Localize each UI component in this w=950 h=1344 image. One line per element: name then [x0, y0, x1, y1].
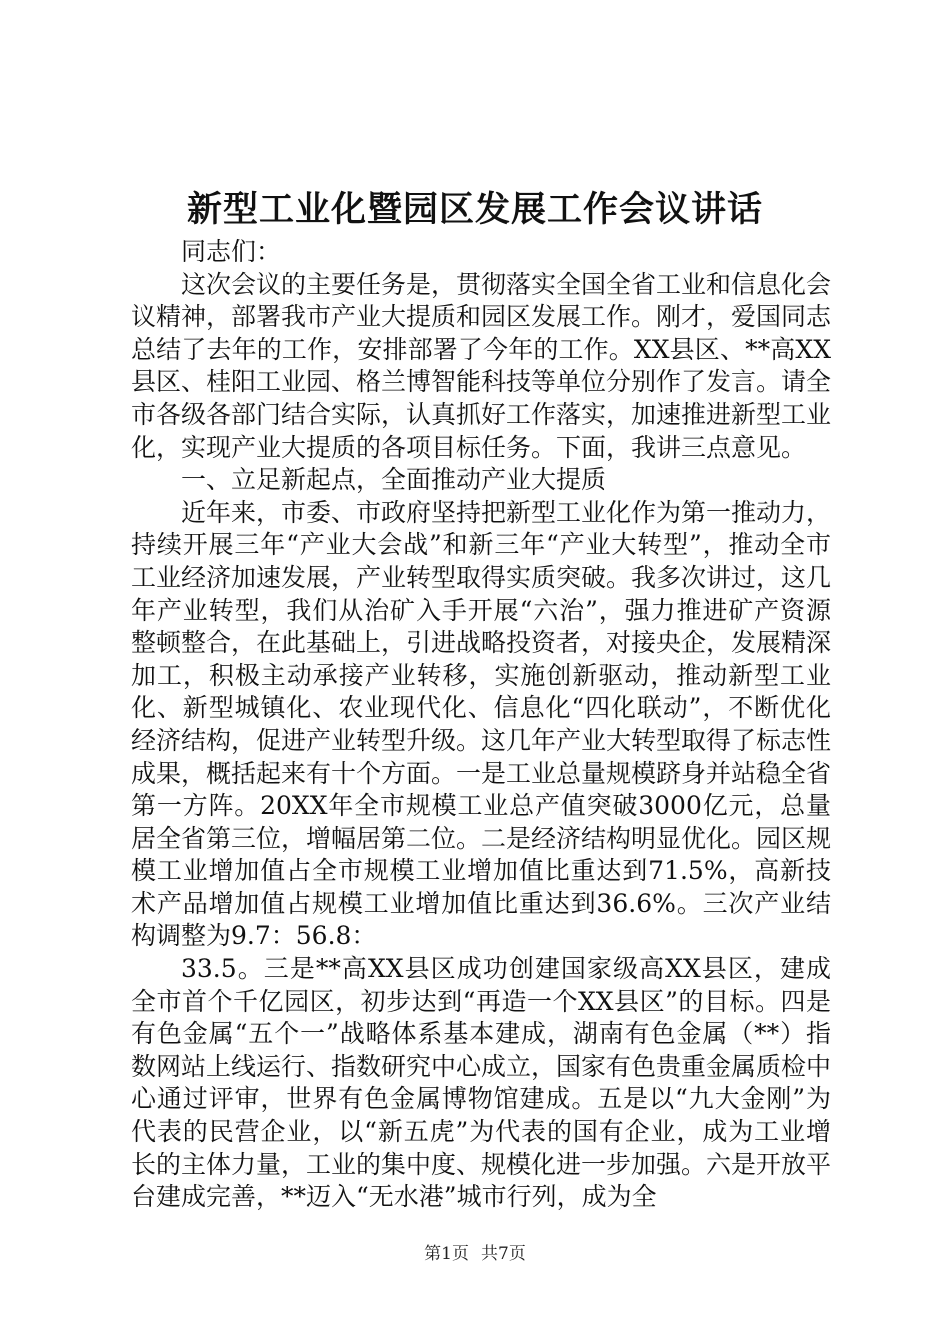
section-heading-1: 一、立足新起点，全面推动产业大提质: [181, 465, 607, 495]
salutation: 同志们：: [181, 237, 282, 266]
page-total: 共7页: [481, 1244, 526, 1264]
paragraph-continued: 33.5。三是**高XX县区成功创建国家级高XX县区，建成全市首个千亿园区，初步达到“再造一个XX县区”的目标。四是有色金属“五个一”战略体系基本建成，湖南有色金属（**）指数网站上线运行、指数研究中心成立，国家有色贵重金属质检中心通过评审，世界有色金属博物馆建成。五是以“九大金刚”为代表的民营企业，以“新五虎”为代表的国有企业，成为工业增长的主体力量，工业的集中度、规模化进一步加强。六是开放平台建成完善，**迈入“无水港”城市行列，成为全: [131, 954, 832, 1212]
page-footer: [0, 1239, 950, 1264]
document-body: [131, 236, 831, 1214]
document-title: 新型工业化暨园区发展工作会议讲话: [186, 189, 763, 230]
paragraph-intro: 这次会议的主要任务是，贯彻落实全国全省工业和信息化会议精神，部署我市产业大提质和园区发展工作。刚才，爱国同志总结了去年的工作，安排部署了今年的工作。XX县区、**高XX县区、桂阳工业园、格兰博智能科技等单位分别作了发言。请全市各级各部门结合实际，认真抓好工作落实，加速推进新型工业化，实现产业大提质的各项目标任务。下面，我讲三点意见。: [131, 269, 832, 462]
paragraph-achievements: 近年来，市委、市政府坚持把新型工业化作为第一推动力，持续开展三年“产业大会战”和新三年“产业大转型”，推动全市工业经济加速发展，产业转型取得实质突破。我多次讲过，这几年产业转型，我们从治矿入手开展“六治”，强力推进矿产资源整顿整合，在此基础上，引进战略投资者，对接央企，发展精深加工，积极主动承接产业转移，实施创新驱动，推动新型工业化、新型城镇化、农业现代化、信息化“四化联动”，不断优化经济结构，促进产业转型升级。这几年产业大转型取得了标志性成果，概括起来有十个方面。一是工业总量规模跻身并站稳全省第一方阵。20XX年全市规模工业总产值突破3000亿元，总量居全省第三位，增幅居第二位。二是经济结构明显优化。园区规模工业增加值占全市规模工业增加值比重达到71.5%，高新技术产品增加值占规模工业增加值比重达到36.6%。三次产业结构调整为9.7：56.8：: [131, 497, 832, 951]
page-number: 第1页: [424, 1244, 469, 1264]
